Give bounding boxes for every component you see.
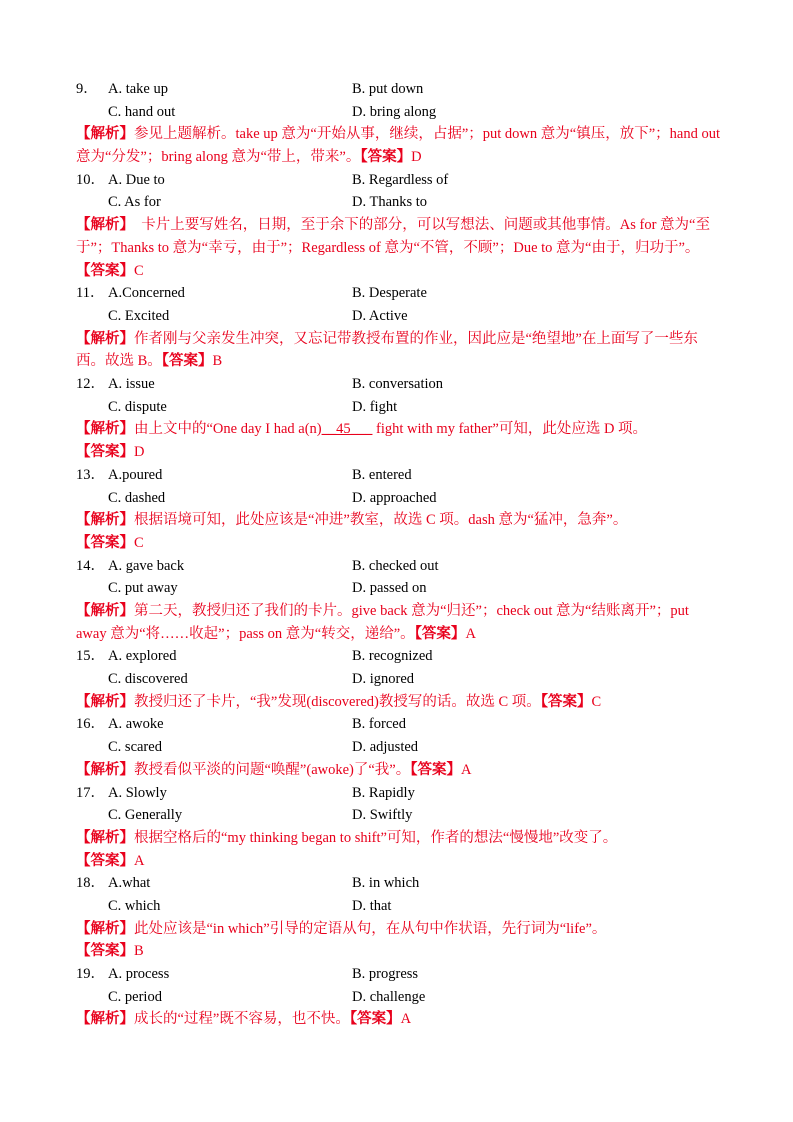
answer-tag: 【答案】 — [360, 149, 412, 166]
explanation — [76, 214, 721, 282]
option-d: D. ignored — [352, 671, 415, 688]
question-number: 9． — [76, 81, 98, 97]
explanation — [76, 328, 721, 373]
explanation-text: 第二天，教授归还了我们的卡片。give back 意为“归还”；check out 意为“结账离开”；put away 意为“将……收起”；pass on 意为“转交，递给”。 — [76, 602, 689, 642]
answer-value: C — [134, 534, 144, 551]
question-9 — [76, 78, 721, 169]
answer-tag: 【答案】 — [76, 852, 134, 869]
explanation-text: 此处应该是“in which”引导的定语从句，在从句中作状语，先行词为“life”。 — [134, 920, 607, 937]
explanation-text: 教授归还了卡片，“我”发现(discovered)教授写的话。故选 C 项。 — [134, 693, 541, 710]
explanation-tag: 【解析】 — [76, 512, 134, 529]
explanation — [76, 918, 721, 963]
option-c: C. Excited — [108, 307, 170, 324]
option-a: A. explored — [108, 648, 177, 665]
explanation-text: 根据语境可知，此处应该是“冲进”教室，故选 C 项。dash 意为“猛冲，急奔”。 — [134, 512, 628, 529]
question-13 — [76, 464, 721, 555]
explanation-text: 教授看似平淡的问题“唤醒”(awoke)了“我”。 — [134, 761, 411, 778]
option-d: D. adjusted — [352, 739, 419, 756]
question-16 — [76, 713, 721, 781]
question-14 — [76, 555, 721, 646]
answer-tag: 【答案】 — [349, 1011, 401, 1028]
explanation-tag: 【解析】 — [76, 1011, 134, 1028]
explanation — [76, 827, 721, 872]
option-b: B. Rapidly — [352, 784, 415, 801]
option-c: C. dashed — [108, 489, 166, 506]
explanation — [76, 418, 721, 463]
explanation-tag: 【解析】 — [76, 421, 134, 438]
explanation-tag: 【解析】 — [76, 693, 134, 710]
question-number: 10． — [76, 171, 105, 188]
explanation-tag: 【解析】 — [76, 920, 134, 937]
answer-tag: 【答案】 — [76, 444, 134, 461]
option-c: C. scared — [108, 739, 162, 756]
answer-value: A — [461, 761, 472, 778]
explanation-text-post: fight with my father”可知，此处应选 D 项。 — [376, 421, 648, 438]
option-b: B. progress — [352, 966, 419, 983]
explanation-text: 参见上题解析。take up 意为“开始从事，继续，占据”；put down 意为“镇压，放下”；hand out 意为“分发”；bring along 意为“带上，带来”。 — [76, 126, 720, 166]
option-c: C. dispute — [108, 398, 167, 415]
question-number: 11． — [76, 285, 105, 302]
answer-value: C — [134, 262, 144, 279]
explanation — [76, 759, 721, 782]
question-12 — [76, 373, 721, 464]
question-15 — [76, 645, 721, 713]
document-page — [76, 78, 721, 1031]
answer-value: C — [591, 693, 602, 710]
option-a: A. issue — [108, 376, 155, 393]
answer-value: B — [212, 353, 223, 370]
answer-tag: 【答案】 — [76, 534, 134, 551]
option-a: A. process — [108, 966, 170, 983]
answer-value: D — [134, 444, 145, 461]
question-number: 14． — [76, 557, 105, 574]
blank-number: __45___ — [321, 421, 373, 438]
option-d: D. that — [352, 898, 392, 915]
option-a: A. take up — [108, 81, 168, 97]
option-b: B. checked out — [352, 557, 439, 574]
answer-value: B — [134, 943, 144, 960]
option-c: C. which — [108, 898, 161, 915]
answer-tag: 【答案】 — [414, 625, 466, 642]
option-a: A.poured — [108, 466, 163, 483]
explanation-tag: 【解析】 — [76, 602, 134, 619]
explanation — [76, 600, 721, 645]
option-d: D. Thanks to — [352, 194, 428, 211]
option-b: B. in which — [352, 875, 420, 892]
option-a: A.what — [108, 875, 151, 892]
answer-value: D — [411, 149, 422, 166]
question-10 — [76, 169, 721, 282]
question-17 — [76, 782, 721, 873]
option-b: B. forced — [352, 716, 406, 733]
explanation — [76, 691, 721, 714]
question-number: 12． — [76, 376, 105, 393]
option-b: B. Desperate — [352, 285, 427, 302]
explanation-text: 作者刚与父亲发生冲突，又忘记带教授布置的作业，因此应是“绝望地”在上面写了一些东西。故选 B。 — [76, 330, 698, 370]
option-b: B. put down — [352, 81, 424, 97]
question-18 — [76, 872, 721, 963]
answer-tag: 【答案】 — [410, 761, 461, 778]
question-number: 15． — [76, 648, 105, 665]
option-d: D. Active — [352, 307, 408, 324]
question-11 — [76, 282, 721, 373]
option-b: B. Regardless of — [352, 171, 449, 188]
explanation-tag: 【解析】 — [76, 217, 127, 234]
option-d: D. bring along — [352, 103, 437, 120]
explanation-text: 成长的“过程”既不容易，也不快。 — [134, 1011, 350, 1028]
answer-value: A — [134, 852, 145, 869]
option-c: C. discovered — [108, 671, 188, 688]
question-19 — [76, 963, 721, 1031]
option-a: A. Due to — [108, 171, 165, 188]
question-number: 19． — [76, 966, 105, 983]
explanation-text: 卡片上要写姓名，日期，至于余下的部分，可以写想法、问题或其他事情。As for 意为“至于”；Thanks to 意为“幸亏，由于”；Regardless of 意为“不管，不顾”；Due to 意为“由于，归功于”。 — [76, 217, 710, 256]
option-d: D. Swiftly — [352, 807, 413, 824]
option-b: B. conversation — [352, 376, 444, 393]
option-a: A. awoke — [108, 716, 164, 733]
explanation — [76, 1008, 721, 1031]
option-a: A. Slowly — [108, 784, 167, 801]
question-number: 18． — [76, 875, 105, 892]
option-d: D. challenge — [352, 988, 426, 1005]
explanation-text: 根据空格后的“my thinking began to shift”可知，作者的想法“慢慢地”改变了。 — [134, 829, 618, 846]
explanation-tag: 【解析】 — [76, 829, 134, 846]
answer-value: A — [400, 1011, 412, 1028]
option-c: C. hand out — [108, 103, 176, 120]
answer-value: A — [465, 625, 476, 642]
explanation-tag: 【解析】 — [76, 761, 134, 778]
option-a: A. gave back — [108, 557, 185, 574]
question-number: 16． — [76, 716, 105, 733]
explanation-tag: 【解析】 — [76, 126, 134, 143]
answer-tag: 【答案】 — [76, 262, 134, 279]
answer-tag: 【答案】 — [76, 943, 134, 960]
option-d: D. approached — [352, 489, 437, 506]
option-a: A.Concerned — [108, 285, 185, 302]
option-b: B. recognized — [352, 648, 433, 665]
explanation-tag: 【解析】 — [76, 330, 134, 347]
option-c: C. Generally — [108, 807, 183, 824]
option-b: B. entered — [352, 466, 412, 483]
explanation-text-pre: 由上文中的“One day I had a(n) — [134, 421, 322, 438]
question-number: 17． — [76, 784, 105, 801]
answer-tag: 【答案】 — [540, 693, 592, 710]
question-number: 13． — [76, 466, 105, 483]
answer-tag: 【答案】 — [161, 353, 213, 370]
explanation — [76, 123, 721, 168]
explanation — [76, 509, 721, 554]
option-c: C. period — [108, 988, 162, 1005]
option-c: C. put away — [108, 580, 178, 597]
option-c: C. As for — [108, 194, 161, 211]
option-d: D. fight — [352, 398, 398, 415]
option-d: D. passed on — [352, 580, 427, 597]
